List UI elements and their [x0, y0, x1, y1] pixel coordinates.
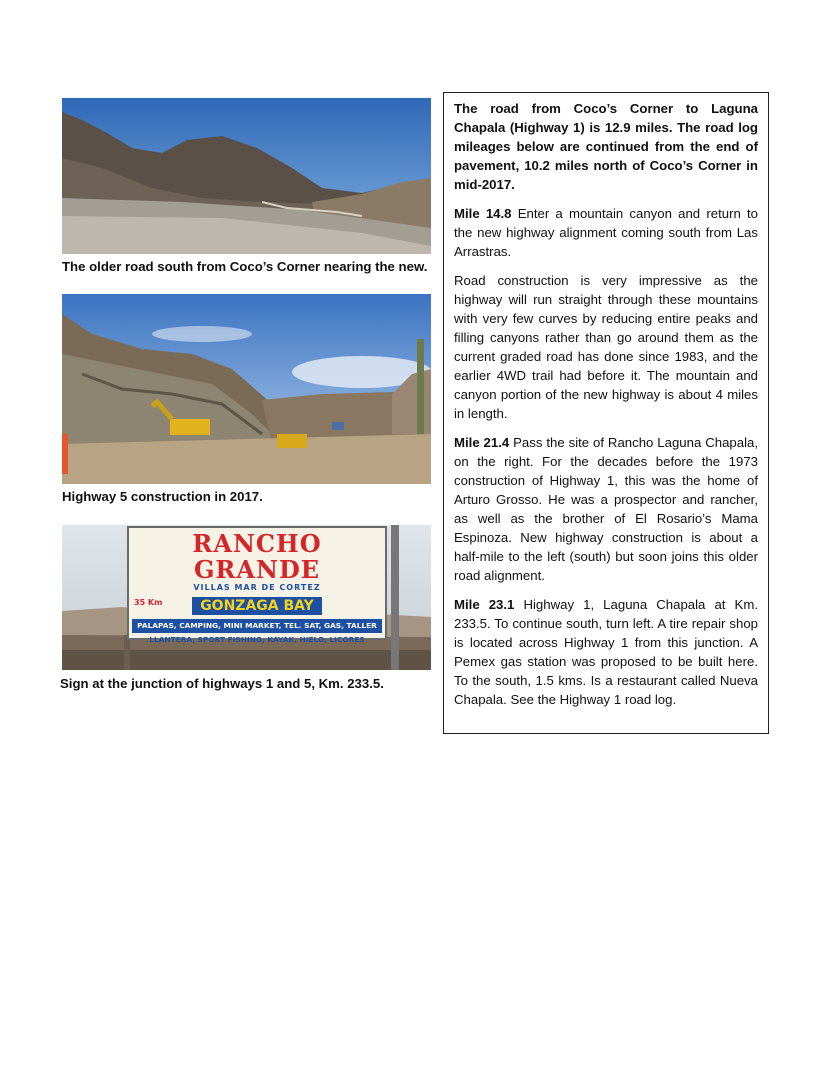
road-log-entry-construction — [454, 271, 758, 423]
photo-sign — [62, 525, 431, 670]
entry-body: Road construction is very impressive as the highway will run straight through these mountains with very few curves by reducing entire peaks and filling canyons rather than go around them as the current graded road has done since 1983, and the earlier 4WD trail had before it. The mountain and canyon portion of the new highway is about 4 miles in length. — [454, 273, 758, 421]
road-log-textbox — [443, 92, 769, 734]
entry-body: Highway 1, Laguna Chapala at Km. 233.5. To continue south, turn left. A tire repair shop is located across Highway 1 from this junction. A Pemex gas station was proposed to be built here. To the south, 1.5 kms. Is a restaurant called Nueva Chapala. See the Highway 1 road log. — [454, 597, 758, 707]
photo-construction-caption: Highway 5 construction in 2017. — [62, 489, 263, 504]
photo-older-road — [62, 98, 431, 254]
sign-arrow-distance: 35 Km — [134, 598, 163, 607]
photo-sign-caption: Sign at the junction of highways 1 and 5, Km. 233.5. — [60, 676, 384, 691]
photo-older-road-caption: The older road south from Coco’s Corner nearing the new. — [62, 259, 428, 274]
sign-board — [130, 529, 384, 644]
sign-gonzaga: GONZAGA BAY — [192, 597, 322, 615]
road-log-intro: The road from Coco’s Corner to Laguna Chapala (Highway 1) is 12.9 miles. The road log mileages below are continued from the end of pavement, 10.2 miles north of Coco’s Corner in mid-2017. — [454, 101, 758, 192]
photo-older-road-image — [62, 98, 431, 254]
road-log-entry-mile-21-4 — [454, 433, 758, 585]
entry-body: Enter a mountain canyon and return to the new highway alignment coming south from Las Arrastras. — [454, 206, 758, 259]
mile-label: Mile 23.1 — [454, 597, 515, 612]
sign-title: RANCHO GRANDE — [192, 529, 322, 584]
sign-services-2: LLANTERA, SPORT FISHING, KAYAK, HIELO, LICORES — [149, 635, 365, 644]
road-log-entry-mile-14-8 — [454, 204, 758, 261]
sign-services: PALAPAS, CAMPING, MINI MARKET, TEL. SAT, GAS, TALLER — [132, 619, 382, 633]
mile-label: Mile 21.4 — [454, 435, 510, 450]
sign-subtitle: VILLAS MAR DE CORTEZ — [193, 583, 321, 592]
mile-label: Mile 14.8 — [454, 206, 512, 221]
road-log-entry-mile-23-1 — [454, 595, 758, 709]
photo-construction-image — [62, 294, 431, 484]
entry-body: Pass the site of Rancho Laguna Chapala, on the right. For the decades before the 1973 construction of Highway 1, this was the home of Arturo Grosso. He was a prospector and rancher, as well as the brother of El Rosario’s Mama Espinoza. New highway construction is about a half-mile to the left (south) but soon joins this older road alignment. — [454, 435, 758, 583]
photo-construction — [62, 294, 431, 484]
